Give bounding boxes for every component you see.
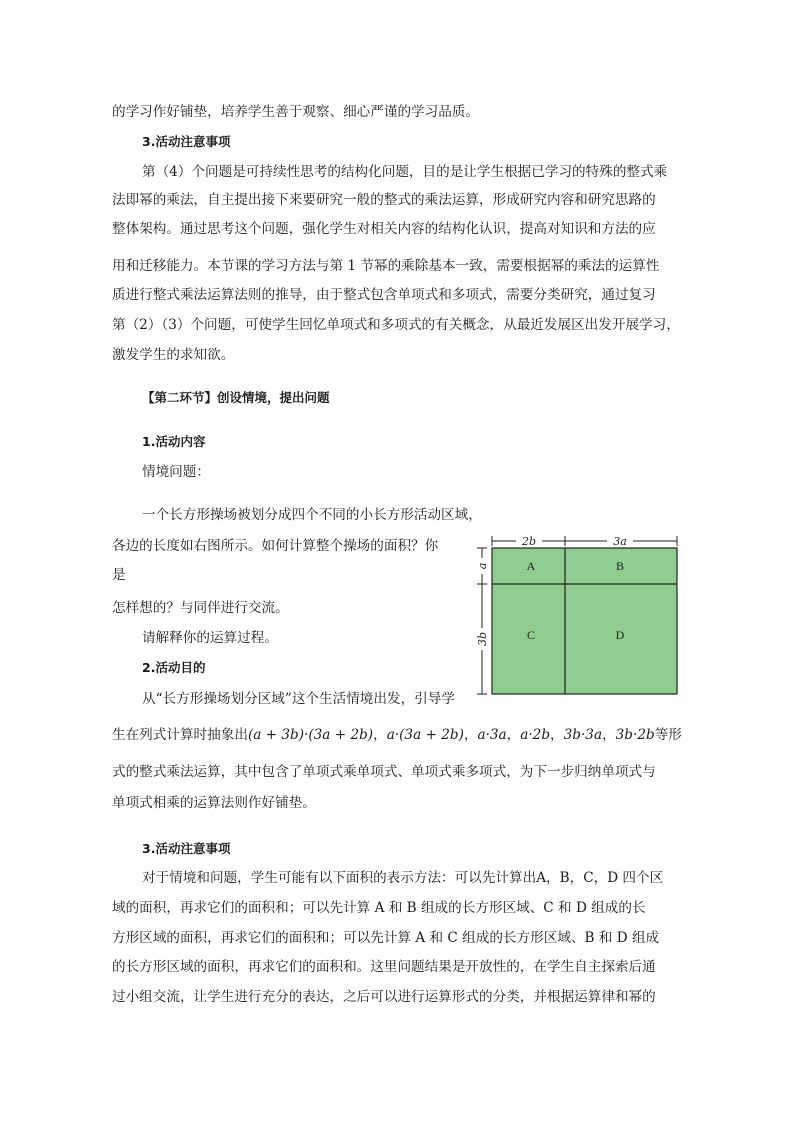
text-line: 第（2）（3）个问题，可使学生回忆单项式和多项式的有关概念，从最近发展区出发开展学习， [112,317,680,333]
text-line: 是 [112,567,126,583]
dimension-label-2b: 2b [521,535,537,548]
text-line: 域的面积，再求它们的面积和；可以先计算 A 和 B 组成的长方形区域、C 和 D 组成的长 [112,900,646,916]
text-line: 请解释你的运算过程。 [142,630,278,646]
math-expression: a·3a [477,727,507,743]
text-line: 各边的长度如右图所示。如何计算整个操场的面积？你 [112,538,439,554]
text-line: 方形区域的面积，再求它们的面积和；可以先计算 A 和 C 组成的长方形区域、B 和 D 组成 [112,930,660,946]
text-line: 情境问题： [142,464,210,480]
text-line-with-expressions [112,725,682,745]
text-line: 一个长方形操场被划分成四个不同的小长方形活动区域， [142,507,482,523]
math-expression: 3b·3a [563,727,603,743]
region-label-a: A [526,559,536,573]
text-line: 第（4）个问题是可持续性思考的结构化问题，目的是让学生根据已学习的特殊的整式乘 [142,164,668,180]
text-line: 质进行整式乘法运算法则的推导，由于整式包含单项式和多项式，需要分类研究，通过复习 [112,287,656,303]
text-line: 用和迁移能力。本节课的学习方法与第 1 节幂的乘除基本一致，需要根据幂的乘法的运算性 [112,258,660,274]
dimension-label-3b: 3b [476,631,489,647]
playground-rect [492,548,677,694]
text-line: 的学习作好铺垫，培养学生善于观察、细心严谨的学习品质。 [112,104,480,120]
subheading: 2.活动目的 [142,660,206,675]
math-expression: a·(3a + 2b) [386,727,464,743]
separator: ， [373,727,387,743]
separator: ， [550,727,564,743]
subheading: 3.活动注意事项 [142,134,231,149]
text-line: 过小组交流，让学生进行充分的表达，之后可以进行运算形式的分类，并根据运算律和幂的 [112,989,656,1005]
dimension-label-3a: 3a [613,535,627,548]
text-line: 单项式相乘的运算法则作好铺垫。 [112,795,316,811]
region-label-d: D [615,628,625,642]
text-line: 怎样想的？与同伴进行交流。 [112,600,289,616]
subheading: 1.活动内容 [142,434,206,449]
text-span: 生在列式计算时抽象出 [112,727,248,743]
text-line: 从“长方形操场划分区域”这个生活情境出发，引导学 [142,691,455,707]
text-line: 激发学生的求知欲。 [112,347,235,363]
region-label-c: C [526,628,536,642]
text-line: 整体架构。通过思考这个问题，强化学生对相关内容的结构化认识，提高对知识和方法的应 [112,221,656,237]
playground-diagram [472,528,684,700]
section-heading: 【第二环节】创设情境，提出问题 [142,390,330,405]
dimension-label-a: a [476,562,489,570]
text-line: 对于情境和问题，学生可能有以下面积的表示方法：可以先计算出A，B，C，D 四个区 [142,870,664,886]
text-span: 等形 [654,727,682,743]
subheading: 3.活动注意事项 [142,841,231,856]
region-label-b: B [615,559,625,573]
separator: ， [602,727,616,743]
math-expression: a·2b [520,727,551,743]
math-expression: 3b·2b [615,727,655,743]
text-line: 法即幂的乘法，自主提出接下来要研究一般的整式的乘法运算，形成研究内容和研究思路的 [112,192,656,208]
separator: ， [506,727,521,743]
text-line: 式的整式乘法运算，其中包含了单项式乘单项式、单项式乘多项式，为下一步归纳单项式与 [112,764,656,780]
math-expression: (a + 3b)·(3a + 2b) [247,727,374,743]
separator: ， [463,727,478,743]
text-line: 的长方形区域的面积，再求它们的面积和。这里问题结果是开放性的，在学生自主探索后通 [112,959,656,975]
